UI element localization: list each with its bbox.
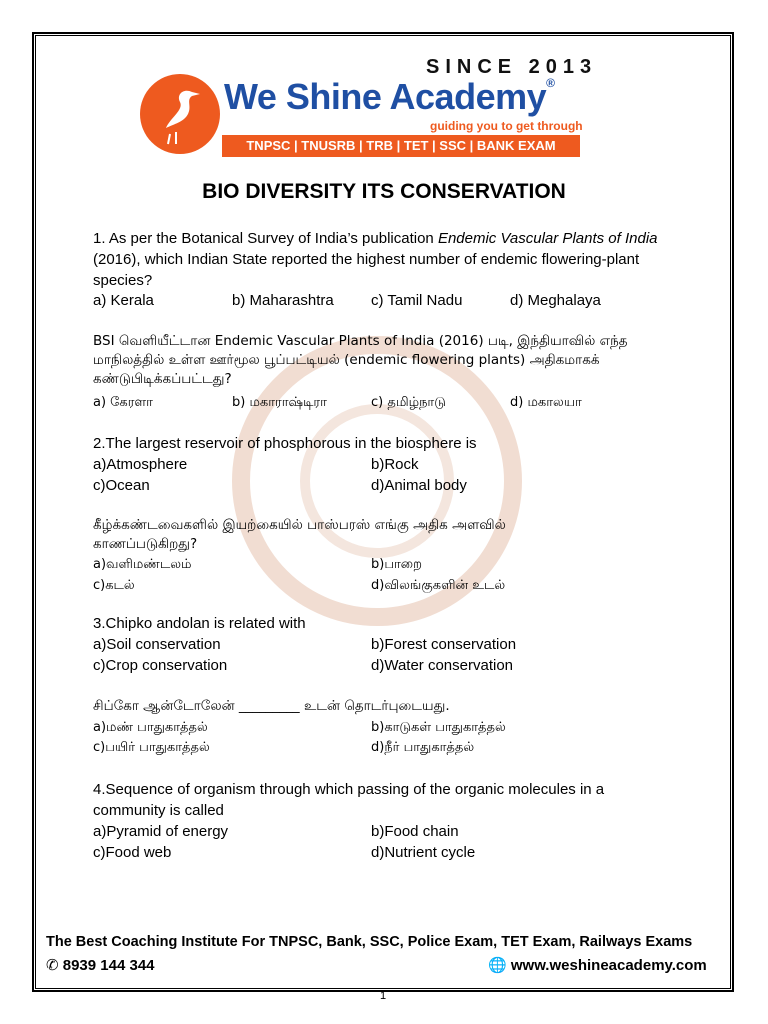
q1-option-d: d) Meghalaya xyxy=(510,292,601,309)
q2-option-c: c)Ocean xyxy=(93,477,150,494)
q4-option-a: a)Pyramid of energy xyxy=(93,823,229,840)
academy-logo xyxy=(140,74,220,154)
footer-phone: ✆ 8939 144 344 xyxy=(46,957,155,974)
q1-option-b: b) Maharashtra xyxy=(232,292,334,309)
question-1: 1. As per the Botanical Survey of India’s publication Endemic Vascular Plants of India (2016), which Indian State reported the highest number of endemic flowering-plant species? xyxy=(93,230,658,289)
q4-option-c: c)Food web xyxy=(93,844,172,861)
q1-tamil-option-b: b) மகாராஷ்டிரா xyxy=(232,395,327,410)
q1-option-c: c) Tamil Nadu xyxy=(371,292,463,309)
q3-option-a: a)Soil conservation xyxy=(93,636,221,653)
q2-tamil-option-d: d)விலங்குகளின் உடல் xyxy=(371,578,506,593)
q3-tamil-option-a: a)மண் பாதுகாத்தல் xyxy=(93,720,208,735)
q3-option-c: c)Crop conservation xyxy=(93,657,228,674)
q3-tamil: சிப்கோ ஆன்டோலேன் _________ உடன் தொடர்புடையது. xyxy=(93,698,450,714)
bird-logo-icon xyxy=(140,74,220,154)
page-number: 1 xyxy=(380,990,387,1002)
q2-tamil-option-c: c)கடல் xyxy=(93,578,135,593)
q1-tamil-option-d: d) மகாலயா xyxy=(510,395,582,410)
q2-tamil-option-a: a)வளிமண்டலம் xyxy=(93,557,192,572)
brand-name: We Shine Academy® xyxy=(224,76,555,117)
q1-tamil-option-c: c) தமிழ்நாடு xyxy=(371,395,446,410)
q2-option-d: d)Animal body xyxy=(371,477,467,494)
q4-option-b: b)Food chain xyxy=(371,823,459,840)
q3-option-b: b)Forest conservation xyxy=(371,636,517,653)
q3-tamil-option-b: b)காடுகள் பாதுகாத்தல் xyxy=(371,720,506,735)
page-title: BIO DIVERSITY ITS CONSERVATION xyxy=(202,180,566,203)
globe-icon: 🌐 xyxy=(488,957,507,974)
q2-option-a: a)Atmosphere xyxy=(93,456,188,473)
q2-tamil: கீழ்க்கண்டவைகளில் இயற்கையில் பாஸ்பரஸ் எங்கு அதிக அளவில் காணப்படுகிறது? xyxy=(93,517,506,552)
question-2: 2.The largest reservoir of phosphorous in the biosphere is xyxy=(93,435,477,452)
footer-website[interactable]: 🌐 www.weshineacademy.com xyxy=(488,957,707,974)
q1-tamil-option-a: a) கேரளா xyxy=(93,395,153,410)
footer-tagline: The Best Coaching Institute For TNPSC, Bank, SSC, Police Exam, TET Exam, Railways Exams xyxy=(46,934,693,950)
q4-option-d: d)Nutrient cycle xyxy=(371,844,476,861)
phone-icon: ✆ xyxy=(46,957,59,974)
since-label: SINCE 2013 xyxy=(426,56,598,78)
q3-option-d: d)Water conservation xyxy=(371,657,514,674)
q1-option-a: a) Kerala xyxy=(93,292,154,309)
exams-banner: TNPSC | TNUSRB | TRB | TET | SSC | BANK EXAM xyxy=(222,135,580,157)
q3-tamil-option-c: c)பயிர் பாதுகாத்தல் xyxy=(93,740,210,755)
q2-tamil-option-b: b)பாறை xyxy=(371,557,422,572)
q2-option-b: b)Rock xyxy=(371,456,419,473)
question-4: 4.Sequence of organism through which passing of the organic molecules in a community is called xyxy=(93,781,605,819)
tagline: guiding you to get through xyxy=(430,119,583,133)
q1-tamil: BSI வெளியீட்டான Endemic Vascular Plants of India (2016) படி, இந்தியாவில் எந்த மாநிலத்தில் உள்ள ஊர்மூல பூப்பட்டியல் (endemic flowering plants) அதிகமாகக் கண்டுபிடிக்கப்பட்டது? xyxy=(93,333,628,387)
question-3: 3.Chipko andolan is related with xyxy=(93,615,306,632)
q3-tamil-option-d: d)நீர் பாதுகாத்தல் xyxy=(371,740,475,755)
